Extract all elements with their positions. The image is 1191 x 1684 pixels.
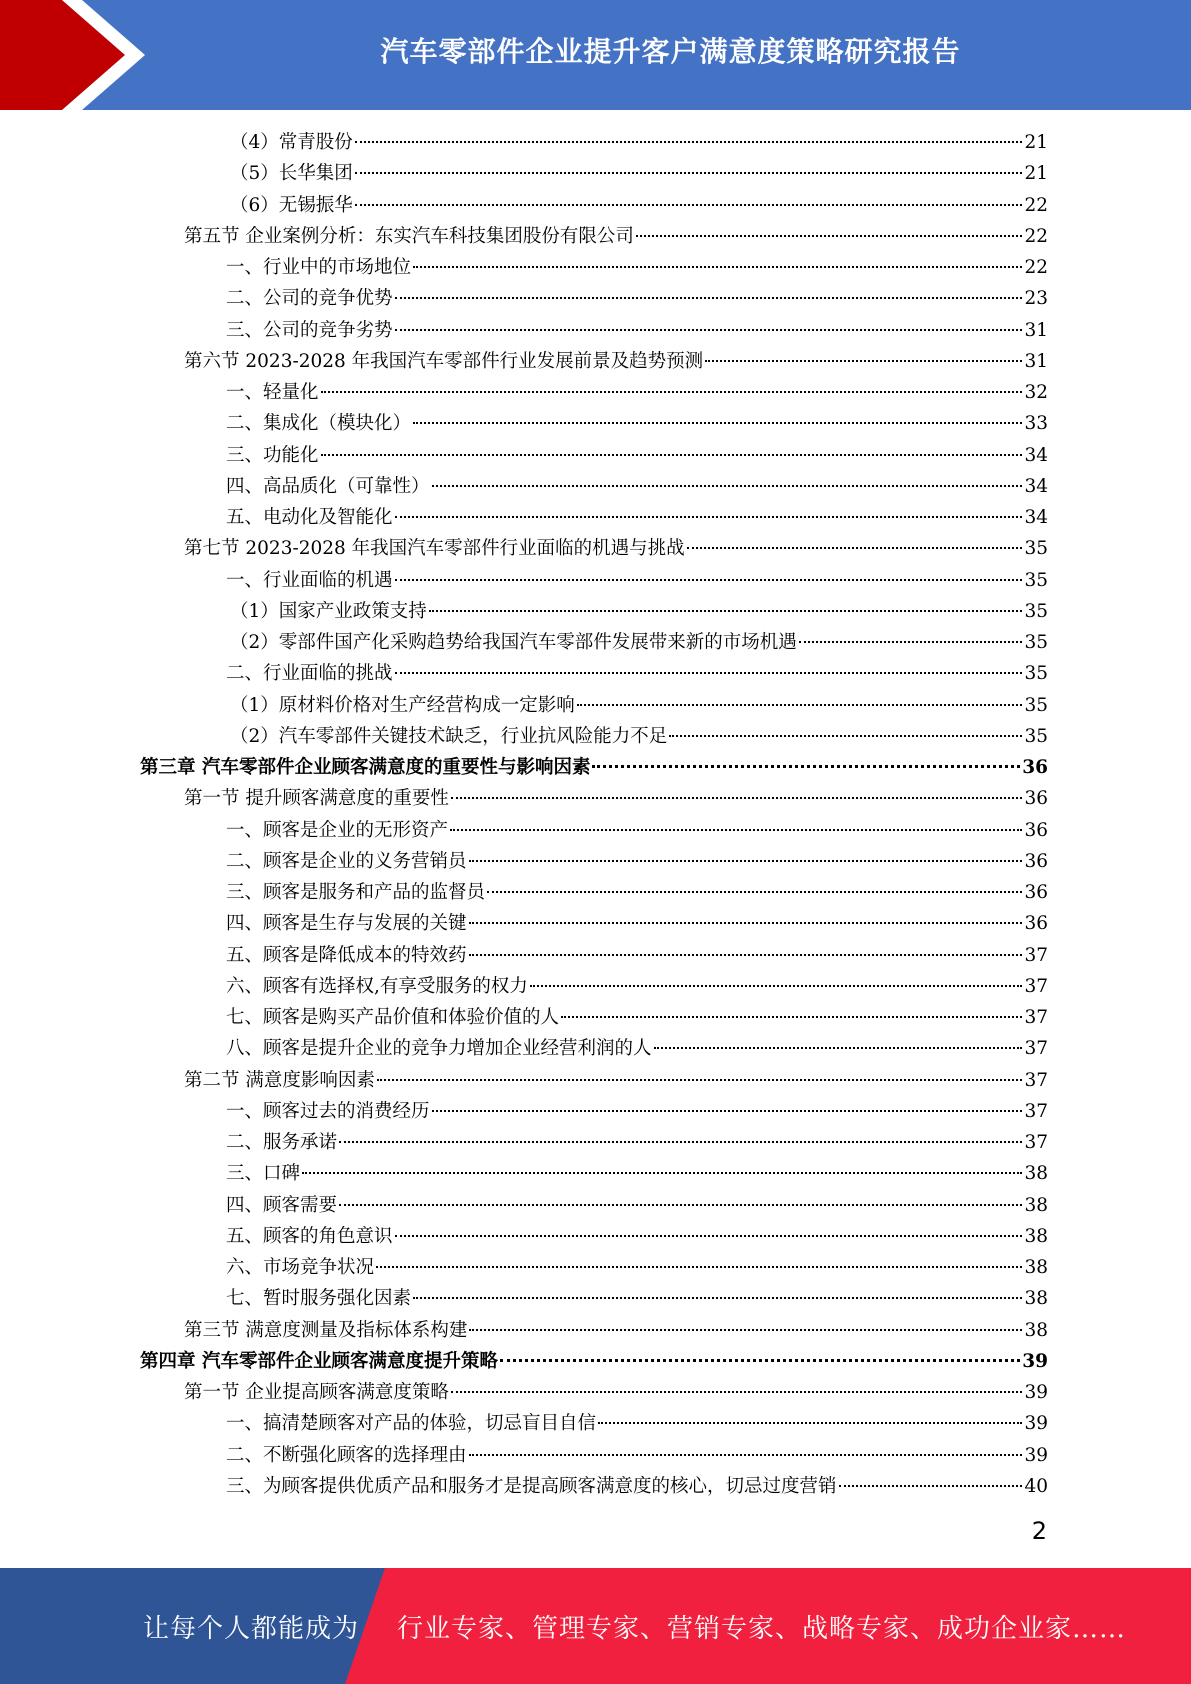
toc-dot-leader xyxy=(669,735,1022,737)
toc-subsection-entry[interactable] xyxy=(140,1127,1048,1158)
toc-dot-leader xyxy=(687,547,1023,549)
toc-entry-title: 五、顾客的角色意识 xyxy=(226,1225,393,1247)
toc-entry-title: 第七节 2023-2028 年我国汽车零部件行业面临的机遇与挑战 xyxy=(184,538,685,560)
toc-page-number: 38 xyxy=(1024,1288,1048,1310)
toc-page-number: 22 xyxy=(1024,257,1048,278)
toc-subsection-entry[interactable] xyxy=(140,846,1048,877)
toc-dot-leader xyxy=(469,922,1023,924)
toc-section-entry[interactable] xyxy=(140,1065,1048,1096)
toc-entry-title: 一、搞清楚顾客对产品的体验，切忌盲目自信 xyxy=(226,1413,597,1435)
toc-dot-leader xyxy=(339,1141,1022,1143)
toc-entry-title: 二、集成化（模块化） xyxy=(226,413,412,435)
toc-dot-leader xyxy=(321,391,1023,393)
toc-page-number: 36 xyxy=(1024,788,1048,810)
toc-subsection-entry[interactable] xyxy=(140,471,1048,502)
toc-entry-title: 三、为顾客提供优质产品和服务才是提高顾客满意度的核心，切忌过度营销 xyxy=(226,1475,837,1497)
toc-entry-title: 三、功能化 xyxy=(226,444,319,466)
toc-page-number: 38 xyxy=(1024,1257,1048,1278)
toc-entry-title: 六、顾客有选择权,有享受服务的权力 xyxy=(226,975,528,997)
toc-entry-title: 二、行业面临的挑战 xyxy=(226,663,393,685)
toc-subsection-entry[interactable] xyxy=(140,721,1048,752)
toc-subsection-entry[interactable] xyxy=(140,1190,1048,1221)
toc-dot-leader xyxy=(450,829,1022,831)
toc-entry-title: （2）汽车零部件关键技术缺乏，行业抗风险能力不足 xyxy=(230,725,668,747)
toc-page-number: 36 xyxy=(1024,819,1048,841)
toc-dot-leader xyxy=(395,329,1023,331)
toc-dot-leader xyxy=(598,1422,1022,1424)
toc-entry-title: 七、顾客是购买产品价值和体验价值的人 xyxy=(226,1007,560,1028)
toc-page-number: 39 xyxy=(1024,1382,1048,1403)
toc-page-number: 37 xyxy=(1024,1007,1048,1028)
table-of-contents xyxy=(140,127,1048,1502)
page-header xyxy=(0,0,1191,110)
toc-page-number: 38 xyxy=(1024,1319,1048,1341)
toc-subsection-entry[interactable] xyxy=(140,158,1048,189)
toc-page-number: 37 xyxy=(1024,975,1048,997)
toc-subsection-entry[interactable] xyxy=(140,1033,1048,1064)
toc-dot-leader xyxy=(592,765,1020,768)
toc-page-number: 40 xyxy=(1024,1475,1048,1497)
toc-subsection-entry[interactable] xyxy=(140,127,1048,158)
toc-entry-title: 三、顾客是服务和产品的监督员 xyxy=(226,882,486,903)
toc-entry-title: （6）无锡振华 xyxy=(230,194,353,216)
toc-section-entry[interactable] xyxy=(140,533,1048,564)
toc-entry-title: 三、口碑 xyxy=(226,1163,301,1185)
toc-subsection-entry[interactable] xyxy=(140,190,1048,221)
toc-dot-leader xyxy=(355,141,1023,143)
header-arrow-decoration xyxy=(0,0,160,110)
toc-subsection-entry[interactable] xyxy=(140,1221,1048,1252)
toc-page-number: 37 xyxy=(1024,1100,1048,1122)
toc-entry-title: 四、顾客是生存与发展的关键 xyxy=(226,913,467,935)
toc-subsection-entry[interactable] xyxy=(140,283,1048,314)
toc-entry-title: 二、顾客是企业的义务营销员 xyxy=(226,850,467,872)
toc-entry-title: 第三节 满意度测量及指标体系构建 xyxy=(184,1319,468,1341)
toc-subsection-entry[interactable] xyxy=(140,502,1048,533)
toc-page-number: 36 xyxy=(1024,913,1048,935)
toc-page-number: 35 xyxy=(1024,569,1048,591)
toc-page-number: 31 xyxy=(1024,319,1048,341)
toc-dot-leader xyxy=(395,516,1023,518)
toc-dot-leader xyxy=(432,485,1023,487)
toc-page-number: 36 xyxy=(1024,882,1048,903)
toc-page-number: 39 xyxy=(1024,1413,1048,1435)
toc-page-number: 23 xyxy=(1024,288,1048,310)
toc-page-number: 35 xyxy=(1024,725,1048,747)
toc-dot-leader xyxy=(339,1204,1022,1206)
toc-subsection-entry[interactable] xyxy=(140,815,1048,846)
toc-dot-leader xyxy=(376,1266,1022,1268)
toc-page-number: 35 xyxy=(1024,600,1048,622)
toc-dot-leader xyxy=(413,422,1022,424)
toc-entry-title: （2）零部件国产化采购趋势给我国汽车零部件发展带来新的市场机遇 xyxy=(230,632,797,653)
toc-entry-title: 第一节 企业提高顾客满意度策略 xyxy=(184,1382,449,1403)
toc-page-number: 34 xyxy=(1024,444,1048,466)
toc-page-number: 35 xyxy=(1024,694,1048,716)
toc-entry-title: （4）常青股份 xyxy=(230,132,353,153)
toc-subsection-entry[interactable] xyxy=(140,690,1048,721)
toc-page-number: 38 xyxy=(1024,1194,1048,1216)
toc-dot-leader xyxy=(839,1485,1023,1487)
toc-page-number: 37 xyxy=(1024,1132,1048,1153)
toc-dot-leader xyxy=(530,985,1023,987)
toc-entry-title: 第六节 2023-2028 年我国汽车零部件行业发展前景及趋势预测 xyxy=(184,350,704,372)
toc-page-number: 37 xyxy=(1024,1038,1048,1060)
toc-section-entry[interactable] xyxy=(140,221,1048,252)
toc-subsection-entry[interactable] xyxy=(140,971,1048,1002)
toc-subsection-entry[interactable] xyxy=(140,658,1048,689)
toc-entry-title: 七、暂时服务强化因素 xyxy=(226,1288,412,1310)
toc-subsection-entry[interactable] xyxy=(140,1158,1048,1189)
toc-entry-title: 第四章 汽车零部件企业顾客满意度提升策略 xyxy=(140,1350,498,1372)
toc-entry-title: 第三章 汽车零部件企业顾客满意度的重要性与影响因素 xyxy=(140,757,591,778)
toc-entry-title: 一、行业面临的机遇 xyxy=(226,569,393,591)
toc-subsection-entry[interactable] xyxy=(140,315,1048,346)
toc-dot-leader xyxy=(321,454,1023,456)
toc-subsection-entry[interactable] xyxy=(140,1096,1048,1127)
toc-entry-title: 一、轻量化 xyxy=(226,382,319,403)
toc-entry-title: （1）国家产业政策支持 xyxy=(230,600,427,622)
toc-page-number: 34 xyxy=(1024,475,1048,497)
toc-page-number: 37 xyxy=(1024,944,1048,966)
toc-page-number: 39 xyxy=(1024,1444,1048,1466)
toc-dot-leader xyxy=(413,266,1022,268)
toc-page-number: 21 xyxy=(1024,163,1048,185)
toc-dot-leader xyxy=(561,1016,1022,1018)
toc-dot-leader xyxy=(636,235,1023,237)
toc-dot-leader xyxy=(469,1329,1022,1331)
toc-page-number: 35 xyxy=(1024,632,1048,653)
toc-entry-title: 第二节 满意度影响因素 xyxy=(184,1069,375,1091)
toc-subsection-entry[interactable] xyxy=(140,408,1048,439)
toc-dot-leader xyxy=(577,704,1023,706)
document-title: 汽车零部件企业提升客户满意度策略研究报告 xyxy=(380,35,961,68)
toc-page-number: 33 xyxy=(1024,413,1048,435)
toc-page-number: 38 xyxy=(1024,1225,1048,1247)
toc-chapter-entry[interactable] xyxy=(140,1346,1048,1377)
toc-entry-title: 四、高品质化（可靠性） xyxy=(226,475,430,497)
toc-dot-leader xyxy=(395,579,1023,581)
toc-entry-title: 一、顾客过去的消费经历 xyxy=(226,1100,430,1122)
toc-entry-title: 一、行业中的市场地位 xyxy=(226,257,412,278)
toc-section-entry[interactable] xyxy=(140,346,1048,377)
toc-dot-leader xyxy=(413,1297,1022,1299)
toc-entry-title: 二、不断强化顾客的选择理由 xyxy=(226,1444,467,1466)
toc-dot-leader xyxy=(799,641,1023,643)
toc-section-entry[interactable] xyxy=(140,1377,1048,1408)
toc-subsection-entry[interactable] xyxy=(140,1252,1048,1283)
toc-page-number: 35 xyxy=(1024,663,1048,685)
toc-entry-title: （1）原材料价格对生产经营构成一定影响 xyxy=(230,694,575,716)
toc-section-entry[interactable] xyxy=(140,1315,1048,1346)
toc-entry-title: （5）长华集团 xyxy=(230,163,353,185)
toc-entry-title: 五、顾客是降低成本的特效药 xyxy=(226,944,467,966)
toc-dot-leader xyxy=(395,672,1023,674)
toc-subsection-entry[interactable] xyxy=(140,908,1048,939)
toc-entry-title: 一、顾客是企业的无形资产 xyxy=(226,819,449,841)
toc-section-entry[interactable] xyxy=(140,783,1048,814)
toc-dot-leader xyxy=(469,954,1023,956)
toc-dot-leader xyxy=(395,1235,1023,1237)
toc-entry-title: 五、电动化及智能化 xyxy=(226,507,393,528)
toc-dot-leader xyxy=(705,360,1022,362)
toc-page-number: 37 xyxy=(1024,1069,1048,1091)
page-number: 2 xyxy=(1031,1517,1047,1545)
toc-dot-leader xyxy=(432,1110,1023,1112)
toc-dot-leader xyxy=(451,1391,1023,1393)
toc-dot-leader xyxy=(469,860,1023,862)
toc-entry-title: 第一节 提升顾客满意度的重要性 xyxy=(184,788,449,810)
toc-dot-leader xyxy=(377,1079,1023,1081)
toc-entry-title: 第五节 企业案例分析：东实汽车科技集团股份有限公司 xyxy=(184,225,634,247)
toc-subsection-entry[interactable] xyxy=(140,627,1048,658)
toc-page-number: 34 xyxy=(1024,507,1048,528)
toc-page-number: 35 xyxy=(1024,538,1048,560)
toc-subsection-entry[interactable] xyxy=(140,440,1048,471)
toc-page-number: 38 xyxy=(1024,1163,1048,1185)
toc-entry-title: 二、公司的竞争优势 xyxy=(226,288,393,310)
toc-entry-title: 三、公司的竞争劣势 xyxy=(226,319,393,341)
toc-subsection-entry[interactable] xyxy=(140,1440,1048,1471)
toc-subsection-entry[interactable] xyxy=(140,1408,1048,1439)
footer-slogan-left: 让每个人都能成为 xyxy=(143,1613,360,1644)
toc-page-number: 31 xyxy=(1024,350,1048,372)
toc-dot-leader xyxy=(355,172,1023,174)
toc-subsection-entry[interactable] xyxy=(140,1002,1048,1033)
toc-subsection-entry[interactable] xyxy=(140,377,1048,408)
toc-dot-leader xyxy=(451,797,1023,799)
toc-dot-leader xyxy=(500,1359,1020,1362)
toc-page-number: 32 xyxy=(1024,382,1048,403)
toc-dot-leader xyxy=(469,1454,1023,1456)
toc-subsection-entry[interactable] xyxy=(140,596,1048,627)
toc-dot-leader xyxy=(302,1172,1022,1174)
toc-subsection-entry[interactable] xyxy=(140,565,1048,596)
toc-subsection-entry[interactable] xyxy=(140,252,1048,283)
toc-page-number: 21 xyxy=(1024,132,1048,153)
toc-entry-title: 四、顾客需要 xyxy=(226,1194,338,1216)
toc-dot-leader xyxy=(487,891,1022,893)
toc-dot-leader xyxy=(355,204,1023,206)
toc-entry-title: 八、顾客是提升企业的竞争力增加企业经营利润的人 xyxy=(226,1038,652,1060)
toc-subsection-entry[interactable] xyxy=(140,1283,1048,1314)
toc-subsection-entry[interactable] xyxy=(140,877,1048,908)
toc-dot-leader xyxy=(429,610,1023,612)
toc-page-number: 22 xyxy=(1024,225,1048,247)
toc-entry-title: 二、服务承诺 xyxy=(226,1132,338,1153)
page-footer xyxy=(0,1568,1191,1684)
toc-entry-title: 六、市场竞争状况 xyxy=(226,1257,375,1278)
toc-page-number: 39 xyxy=(1022,1350,1048,1372)
toc-page-number: 36 xyxy=(1022,757,1048,778)
toc-subsection-entry[interactable] xyxy=(140,940,1048,971)
toc-dot-leader xyxy=(395,297,1023,299)
toc-subsection-entry[interactable] xyxy=(140,1471,1048,1502)
toc-page-number: 36 xyxy=(1024,850,1048,872)
toc-page-number: 22 xyxy=(1024,194,1048,216)
toc-dot-leader xyxy=(654,1047,1023,1049)
footer-slogan-right: 行业专家、管理专家、营销专家、战略专家、成功企业家…… xyxy=(397,1613,1127,1644)
toc-chapter-entry[interactable] xyxy=(140,752,1048,783)
